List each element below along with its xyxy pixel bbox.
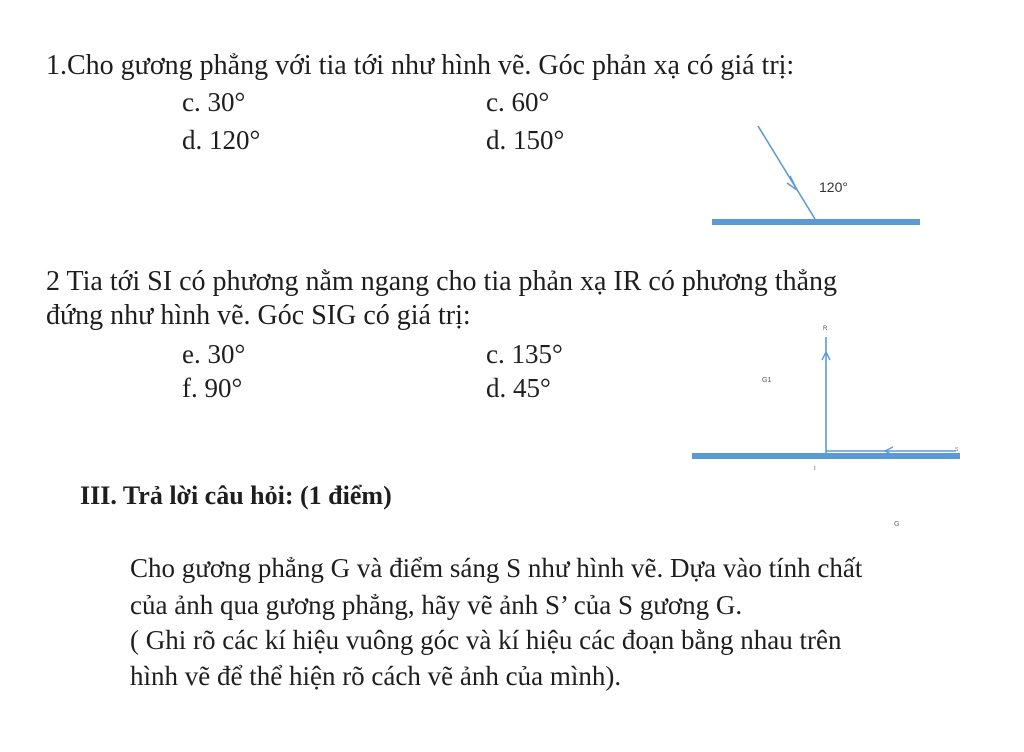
- q1-option-d: d. 150°: [486, 125, 565, 155]
- figure-2-label-i: I: [814, 466, 816, 472]
- q1-option-c: d. 120°: [182, 125, 261, 155]
- figure-1-incident-ray: [758, 126, 815, 219]
- question-2-line-1: 2 Tia tới SI có phương nằm ngang cho tia phản xạ IR có phương thẳng: [46, 266, 838, 297]
- section-3-line-3: ( Ghi rõ các kí hiệu vuông góc và kí hiệu các đoạn bằng nhau trên: [130, 625, 842, 655]
- q2-option-c: f. 90°: [182, 373, 243, 403]
- figure-2: [692, 326, 960, 472]
- question-2-line-2: đứng như hình vẽ. Góc SIG có giá trị:: [46, 300, 471, 331]
- section-3-line-2: của ảnh qua gương phẳng, hãy vẽ ảnh S’ của S gương G.: [130, 590, 743, 620]
- figure-2-label-g1: G1: [762, 377, 772, 384]
- figure-2-label-s: S: [955, 447, 959, 453]
- q2-option-d: d. 45°: [486, 373, 551, 403]
- section-3-line-4: hình vẽ để thể hiện rõ cách vẽ ảnh của mình).: [130, 661, 622, 691]
- q1-option-b: c. 60°: [486, 87, 550, 117]
- q1-option-a: c. 30°: [182, 87, 246, 117]
- question-1-text: 1.Cho gương phẳng với tia tới như hình vẽ. Góc phản xạ có giá trị:: [46, 50, 795, 81]
- section-3-heading: III. Trả lời câu hỏi: (1 điểm): [80, 481, 392, 510]
- section-3-line-1: Cho gương phẳng G và điểm sáng S như hình vẽ. Dựa vào tính chất: [130, 553, 863, 583]
- section-3-figure-label: G: [894, 521, 900, 528]
- q2-option-b: c. 135°: [486, 339, 563, 369]
- figure-2-label-r: R: [823, 326, 828, 332]
- figure-1: [712, 126, 920, 222]
- q2-option-a: e. 30°: [182, 339, 246, 369]
- figure-1-angle-label: 120°: [819, 179, 848, 195]
